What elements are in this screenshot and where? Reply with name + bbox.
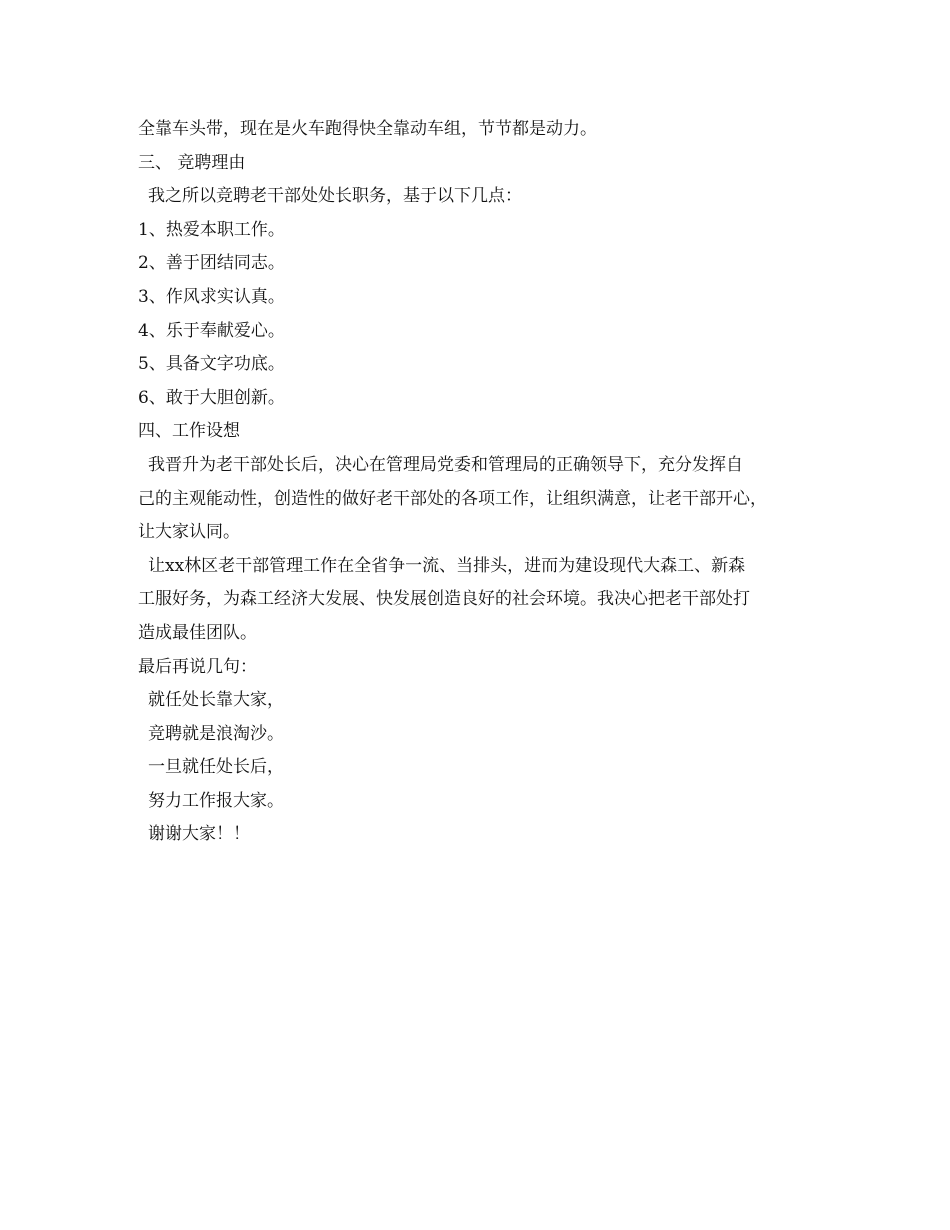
paragraph-line: 我晋升为老干部处长后，决心在管理局党委和管理局的正确领导下，充分发挥自 [148,454,743,475]
list-item: 2、善于团结同志。 [138,253,285,274]
paragraph-line: 我之所以竞聘老干部处处长职务，基于以下几点： [148,186,522,207]
verse-line: 努力工作报大家。 [148,790,284,811]
paragraph-line: 最后再说几句： [138,656,257,677]
paragraph-line: 让大家认同。 [138,522,240,543]
verse-line: 一旦就任处长后， [148,757,284,778]
verse-line: 就任处长靠大家， [148,690,284,711]
list-item: 3、作风求实认真。 [138,286,285,307]
document-body [138,113,818,852]
list-item: 6、敢于大胆创新。 [138,387,285,408]
section-heading: 四、工作设想 [138,421,240,442]
closing-line: 谢谢大家！！ [148,824,250,845]
paragraph-line: 工服好务，为森工经济大发展、快发展创造良好的社会环境。我决心把老干部处打 [138,589,750,610]
verse-line: 竞聘就是浪淘沙。 [148,723,284,744]
paragraph-line: 己的主观能动性，创造性的做好老干部处的各项工作，让组织满意，让老干部开心， [138,488,767,509]
list-item: 4、乐于奉献爱心。 [138,320,285,341]
list-item: 1、热爱本职工作。 [138,219,285,240]
section-heading: 三、 竞聘理由 [138,152,246,173]
paragraph-line: 造成最佳团队。 [138,622,257,643]
list-item: 5、具备文字功底。 [138,354,285,375]
paragraph-line: 全靠车头带，现在是火车跑得快全靠动车组，节节都是动力。 [138,119,597,139]
paragraph-line: 让xx林区老干部管理工作在全省争一流、当排头，进而为建设现代大森工、新森 [148,555,746,576]
